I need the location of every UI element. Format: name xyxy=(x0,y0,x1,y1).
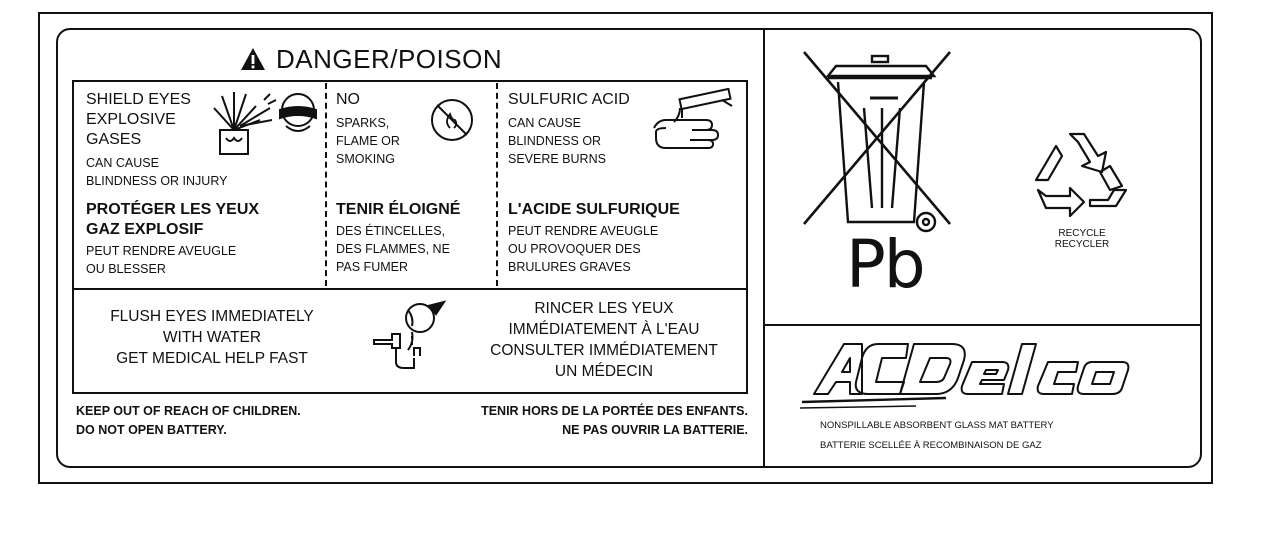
danger-title-text: DANGER/POISON xyxy=(276,43,503,74)
column-separator-2 xyxy=(496,83,498,286)
column-separator-1 xyxy=(325,83,327,286)
battery-type-text: NONSPILLABLE ABSORBENT GLASS MAT BATTERY BATTERIE SCELLÉE À RECOMBINAISON DE GAZ xyxy=(820,420,1054,451)
recycle-icon xyxy=(1026,126,1134,226)
recycle-label: RECYCLE RECYCLER xyxy=(1054,228,1110,250)
lead-symbol: Pb xyxy=(846,226,924,303)
footer-text-en: KEEP OUT OF REACH OF CHILDREN. DO NOT OPEN BATTERY. xyxy=(76,404,301,437)
panel-divider-vertical xyxy=(763,29,765,467)
eyewash-faucet-icon xyxy=(368,296,452,380)
shield-heading-en: SHIELD EYES EXPLOSIVE GASES xyxy=(86,91,191,148)
acdelco-logo xyxy=(796,336,1152,416)
shield-body-en: CAN CAUSE BLINDNESS OR INJURY xyxy=(86,156,228,188)
explosion-goggles-icon xyxy=(212,86,324,166)
footer-text-fr: TENIR HORS DE LA PORTÉE DES ENFANTS. NE PAS OUVRIR LA BATTERIE. xyxy=(481,404,748,437)
flush-text-en: FLUSH EYES IMMEDIATELY WITH WATER GET MEDICAL HELP FAST xyxy=(110,308,314,367)
noflame-heading-fr: TENIR ÉLOIGNÉ xyxy=(336,201,461,218)
noflame-body-fr: DES ÉTINCELLES, DES FLAMMES, NE PAS FUMER xyxy=(336,224,450,274)
acid-hand-icon xyxy=(650,88,742,154)
acid-body-fr: PEUT RENDRE AVEUGLE OU PROVOQUER DES BRULURES GRAVES xyxy=(508,224,659,274)
acid-body-en: CAN CAUSE BLINDNESS OR SEVERE BURNS xyxy=(508,116,606,166)
acid-heading-fr: L'ACIDE SULFURIQUE xyxy=(508,201,680,218)
noflame-body-en: SPARKS, FLAME OR SMOKING xyxy=(336,116,400,166)
shield-body-fr: PEUT RENDRE AVEUGLE OU BLESSER xyxy=(86,244,237,276)
flush-text-fr: RINCER LES YEUX IMMÉDIATEMENT À L'EAU CONSULTER IMMÉDIATEMENT UN MÉDECIN xyxy=(490,300,718,380)
panel-divider-right xyxy=(765,324,1201,326)
no-flame-icon xyxy=(428,96,476,144)
noflame-heading-en: NO xyxy=(336,91,360,108)
danger-title xyxy=(240,42,502,76)
shield-heading-fr: PROTÉGER LES YEUX GAZ EXPLOSIF xyxy=(86,201,260,238)
warning-triangle-icon xyxy=(240,47,266,71)
crossed-out-bin-icon xyxy=(800,48,960,238)
acid-heading-en: SULFURIC ACID xyxy=(508,91,630,108)
warning-box-divider xyxy=(74,288,746,290)
